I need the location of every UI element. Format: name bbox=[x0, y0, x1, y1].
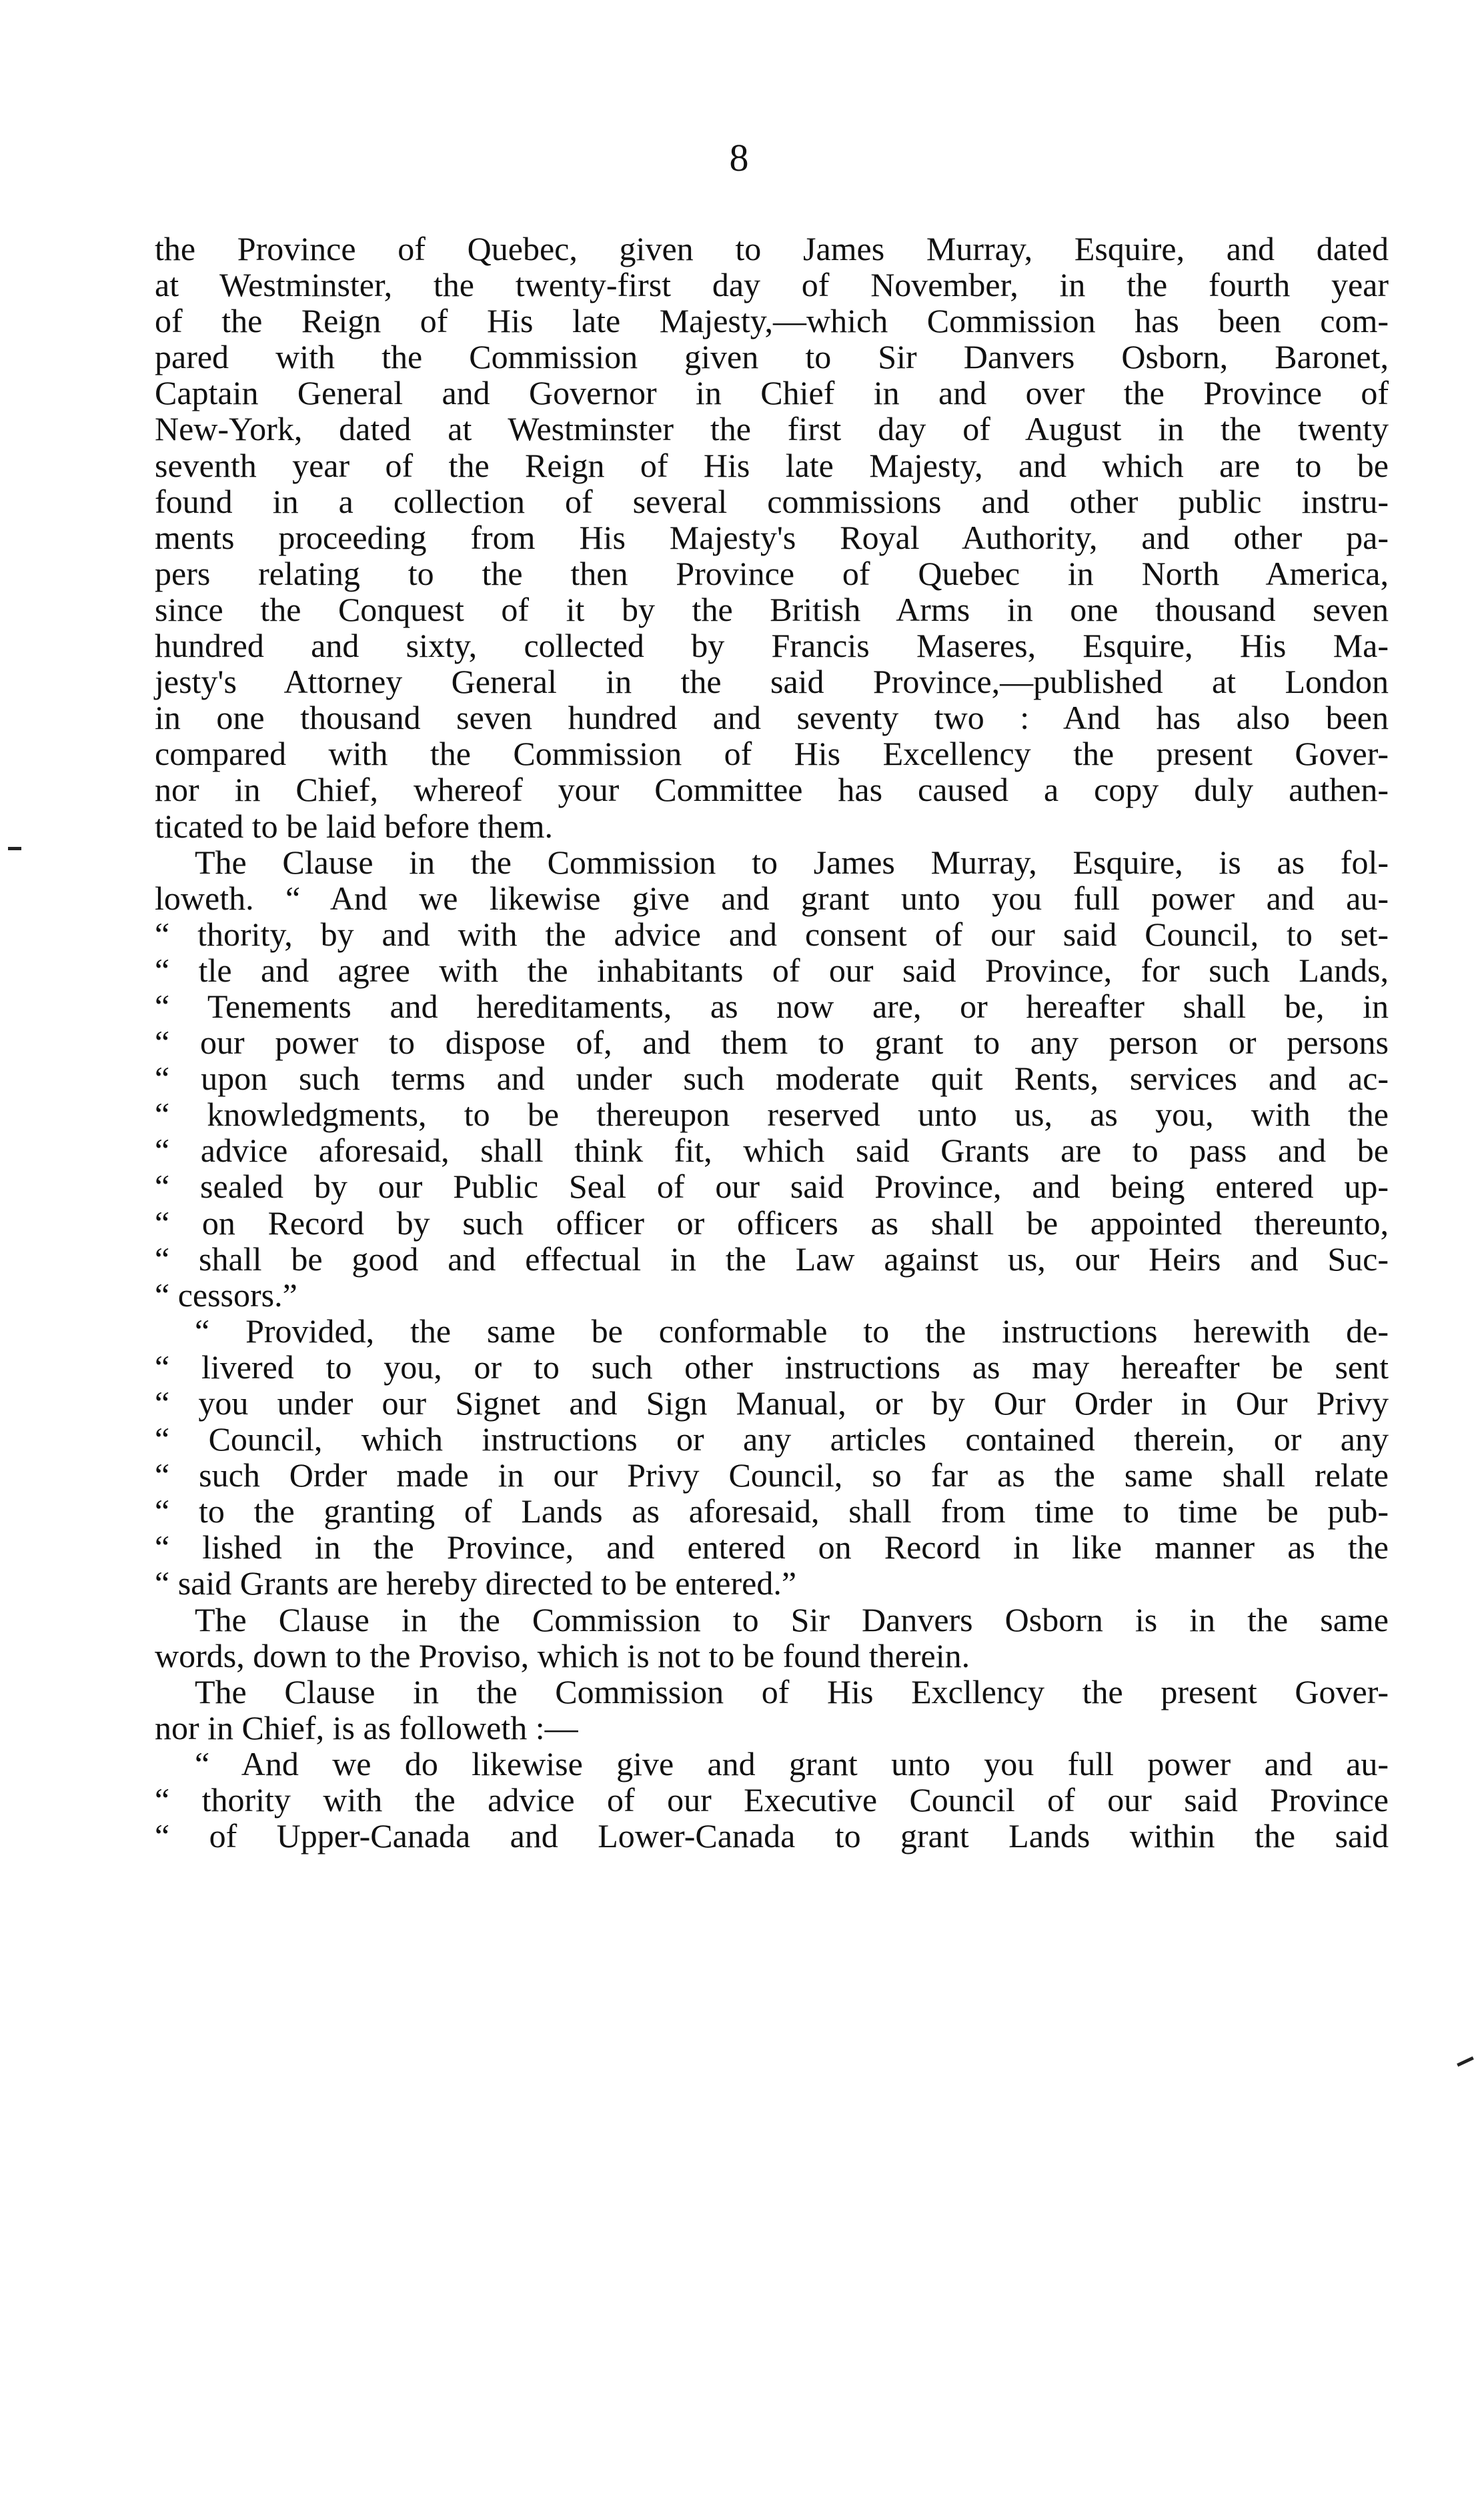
text-line: “ such Order made in our Privy Council, so far as the same shall relate bbox=[155, 1456, 1389, 1494]
text-line: “ advice aforesaid, shall think fit, which said Grants are to pass and be bbox=[155, 1132, 1389, 1170]
text-line: “ thority with the advice of our Executive Council of our said Province bbox=[155, 1781, 1389, 1819]
page-number: 8 bbox=[729, 136, 749, 179]
text-line: “ of Upper-Canada and Lower-Canada to grant Lands within the said bbox=[155, 1817, 1389, 1855]
text-line: pers relating to the then Province of Quebec in North America, bbox=[155, 554, 1389, 592]
text-line: “ to the granting of Lands as aforesaid, shall from time to time be pub- bbox=[155, 1492, 1389, 1530]
text-line: “ tle and agree with the inhabitants of our said Province, for such Lands, bbox=[155, 951, 1389, 989]
text-line: “ Provided, the same be conformable to the instructions herewith de- bbox=[195, 1312, 1389, 1350]
text-line: “ knowledgments, to be thereupon reserved unto us, as you, with the bbox=[155, 1096, 1389, 1134]
text-line: since the Conquest of it by the British Arms in one thousand seven bbox=[155, 590, 1389, 628]
text-line: loweth. “ And we likewise give and grant unto you full power and au- bbox=[155, 879, 1389, 917]
text-line: “ our power to dispose of, and them to grant to any person or persons bbox=[155, 1024, 1389, 1062]
text-line: “ shall be good and effectual in the Law against us, our Heirs and Suc- bbox=[155, 1240, 1389, 1278]
text-line: “ upon such terms and under such moderate quit Rents, services and ac- bbox=[155, 1060, 1389, 1098]
text-line: “ you under our Signet and Sign Manual, or by Our Order in Our Privy bbox=[155, 1384, 1389, 1422]
text-line: nor in Chief, whereof your Committee has caused a copy duly authen- bbox=[155, 771, 1389, 809]
text-line: found in a collection of several commissions and other public instru- bbox=[155, 482, 1389, 520]
text-line: “ livered to you, or to such other instructions as may hereafter be sent bbox=[155, 1348, 1389, 1386]
text-line: ments proceeding from His Majesty's Royal Authority, and other pa- bbox=[155, 518, 1389, 556]
text-line: “ Council, which instructions or any articles contained therein, or any bbox=[155, 1420, 1389, 1458]
text-line: “ on Record by such officer or officers as shall be appointed thereunto, bbox=[155, 1204, 1389, 1242]
text-line: seventh year of the Reign of His late Majesty, and which are to be bbox=[155, 446, 1389, 484]
text-line: “ Tenements and hereditaments, as now are, or hereafter shall be, in bbox=[155, 987, 1389, 1025]
text-line: “ said Grants are hereby directed to be entered.” bbox=[155, 1564, 797, 1602]
text-line: The Clause in the Commission to James Murray, Esquire, is as fol- bbox=[195, 843, 1389, 881]
text-line: New-York, dated at Westminster the first day of August in the twenty bbox=[155, 410, 1389, 448]
text-line: The Clause in the Commission of His Excllency the present Gover- bbox=[195, 1672, 1389, 1710]
text-line: “ lished in the Province, and entered on Record in like manner as the bbox=[155, 1528, 1389, 1566]
text-line: “ And we do likewise give and grant unto you full power and au- bbox=[195, 1744, 1389, 1782]
text-line: pared with the Commission given to Sir Danvers Osborn, Baronet, bbox=[155, 338, 1389, 376]
text-line: hundred and sixty, collected by Francis Maseres, Esquire, His Ma- bbox=[155, 627, 1389, 665]
text-line: in one thousand seven hundred and seventy two : And has also been bbox=[155, 699, 1389, 737]
text-line: “ thority, by and with the advice and consent of our said Council, to set- bbox=[155, 915, 1389, 953]
text-line: the Province of Quebec, given to James Murray, Esquire, and dated bbox=[155, 230, 1389, 267]
text-line: “ cessors.” bbox=[155, 1276, 297, 1314]
text-line: “ sealed by our Public Seal of our said Province, and being entered up- bbox=[155, 1168, 1389, 1206]
text-line: Captain General and Governor in Chief in and over the Province of bbox=[155, 374, 1389, 412]
margin-mark bbox=[1457, 2057, 1474, 2067]
text-line: at Westminster, the twenty-first day of November, in the fourth year bbox=[155, 266, 1389, 304]
text-line: ticated to be laid before them. bbox=[155, 807, 553, 845]
text-line: jesty's Attorney General in the said Province,—published at London bbox=[155, 663, 1389, 701]
body-text bbox=[155, 231, 1389, 1854]
text-line: nor in Chief, is as followeth :— bbox=[155, 1708, 578, 1746]
text-line: words, down to the Proviso, which is not to be found therein. bbox=[155, 1636, 970, 1674]
text-line: of the Reign of His late Majesty,—which Commission has been com- bbox=[155, 302, 1389, 340]
text-line: The Clause in the Commission to Sir Danvers Osborn is in the same bbox=[195, 1600, 1389, 1638]
margin-mark bbox=[8, 847, 21, 850]
text-line: compared with the Commission of His Excellency the present Gover- bbox=[155, 735, 1389, 773]
